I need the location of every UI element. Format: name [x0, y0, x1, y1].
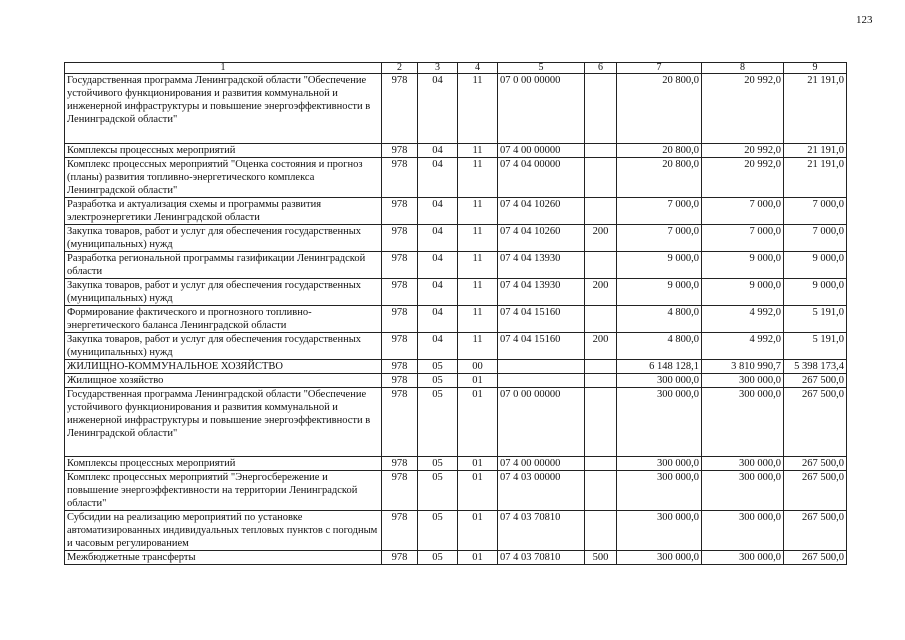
- amount-year2-cell: 20 992,0: [702, 144, 784, 158]
- expense-type-cell: [585, 252, 617, 279]
- section-code-cell: 05: [418, 551, 458, 565]
- amount-year1-cell: 4 800,0: [617, 333, 702, 360]
- ministry-code-cell: 978: [382, 457, 418, 471]
- expense-type-cell: [585, 374, 617, 388]
- section-code-cell: 04: [418, 279, 458, 306]
- expense-type-cell: [585, 360, 617, 374]
- column-header: 3: [418, 63, 458, 74]
- subsection-code-cell: 11: [458, 333, 498, 360]
- table-row: [65, 333, 847, 360]
- section-code-cell: 05: [418, 471, 458, 511]
- expense-type-cell: [585, 388, 617, 457]
- table-row: [65, 374, 847, 388]
- table-row: [65, 252, 847, 279]
- amount-year2-cell: 20 992,0: [702, 158, 784, 198]
- row-name-cell: Межбюджетные трансферты: [65, 551, 382, 565]
- amount-year2-cell: 9 000,0: [702, 279, 784, 306]
- amount-year2-cell: 300 000,0: [702, 457, 784, 471]
- expense-type-cell: [585, 198, 617, 225]
- amount-year1-cell: 7 000,0: [617, 198, 702, 225]
- section-code-cell: 05: [418, 374, 458, 388]
- amount-year1-cell: 4 800,0: [617, 306, 702, 333]
- amount-year2-cell: 300 000,0: [702, 471, 784, 511]
- amount-year2-cell: 4 992,0: [702, 333, 784, 360]
- table-row: [65, 471, 847, 511]
- expense-type-cell: [585, 74, 617, 144]
- amount-year2-cell: 7 000,0: [702, 198, 784, 225]
- target-article-cell: 07 4 03 70810: [498, 551, 585, 565]
- amount-year3-cell: 7 000,0: [784, 198, 847, 225]
- table-row: [65, 360, 847, 374]
- expense-type-cell: [585, 306, 617, 333]
- table-row: [65, 306, 847, 333]
- section-code-cell: 05: [418, 360, 458, 374]
- amount-year1-cell: 300 000,0: [617, 471, 702, 511]
- amount-year3-cell: 267 500,0: [784, 511, 847, 551]
- ministry-code-cell: 978: [382, 388, 418, 457]
- row-name-cell: Формирование фактического и прогнозного топливно-энергетического баланса Ленинградской области: [65, 306, 382, 333]
- target-article-cell: 07 4 04 10260: [498, 198, 585, 225]
- amount-year1-cell: 300 000,0: [617, 511, 702, 551]
- row-name-cell: Разработка региональной программы газификации Ленинградской области: [65, 252, 382, 279]
- row-name-cell: Государственная программа Ленинградской области "Обеспечение устойчивого функционирования и развития коммунальной и инженерной инфраструктуры и повышение энергоэффективности в Ленинградской области": [65, 74, 382, 144]
- target-article-cell: 07 4 04 00000: [498, 158, 585, 198]
- amount-year3-cell: 21 191,0: [784, 74, 847, 144]
- ministry-code-cell: 978: [382, 374, 418, 388]
- amount-year3-cell: 21 191,0: [784, 144, 847, 158]
- row-name-cell: Государственная программа Ленинградской области "Обеспечение устойчивого функционирования и развития коммунальной и инженерной инфраструктуры и повышение энергоэффективности в Ленинградской области": [65, 388, 382, 457]
- row-name-cell: Субсидии на реализацию мероприятий по установке автоматизированных индивидуальных тепловых пунктов с погодным и часовым регулированием: [65, 511, 382, 551]
- amount-year1-cell: 300 000,0: [617, 457, 702, 471]
- table-row: [65, 144, 847, 158]
- subsection-code-cell: 11: [458, 252, 498, 279]
- target-article-cell: 07 0 00 00000: [498, 388, 585, 457]
- table-body: [65, 74, 847, 565]
- expense-type-cell: [585, 457, 617, 471]
- table-row: [65, 198, 847, 225]
- column-header: 4: [458, 63, 498, 74]
- row-name-cell: Закупка товаров, работ и услуг для обеспечения государственных (муниципальных) нужд: [65, 333, 382, 360]
- ministry-code-cell: 978: [382, 511, 418, 551]
- amount-year3-cell: 267 500,0: [784, 457, 847, 471]
- amount-year3-cell: 9 000,0: [784, 252, 847, 279]
- row-name-cell: Жилищное хозяйство: [65, 374, 382, 388]
- subsection-code-cell: 11: [458, 306, 498, 333]
- target-article-cell: 07 0 00 00000: [498, 74, 585, 144]
- ministry-code-cell: 978: [382, 471, 418, 511]
- amount-year2-cell: 300 000,0: [702, 551, 784, 565]
- target-article-cell: 07 4 00 00000: [498, 144, 585, 158]
- subsection-code-cell: 11: [458, 144, 498, 158]
- column-header: 5: [498, 63, 585, 74]
- amount-year3-cell: 5 191,0: [784, 306, 847, 333]
- amount-year2-cell: 3 810 990,7: [702, 360, 784, 374]
- section-code-cell: 04: [418, 252, 458, 279]
- section-code-cell: 05: [418, 511, 458, 551]
- target-article-cell: 07 4 04 10260: [498, 225, 585, 252]
- subsection-code-cell: 01: [458, 551, 498, 565]
- row-name-cell: Закупка товаров, работ и услуг для обеспечения государственных (муниципальных) нужд: [65, 225, 382, 252]
- ministry-code-cell: 978: [382, 360, 418, 374]
- ministry-code-cell: 978: [382, 306, 418, 333]
- expense-type-cell: [585, 144, 617, 158]
- amount-year1-cell: 300 000,0: [617, 388, 702, 457]
- ministry-code-cell: 978: [382, 551, 418, 565]
- table-row: [65, 225, 847, 252]
- amount-year1-cell: 7 000,0: [617, 225, 702, 252]
- amount-year3-cell: 5 398 173,4: [784, 360, 847, 374]
- amount-year2-cell: 9 000,0: [702, 252, 784, 279]
- target-article-cell: 07 4 00 00000: [498, 457, 585, 471]
- ministry-code-cell: 978: [382, 279, 418, 306]
- amount-year2-cell: 300 000,0: [702, 388, 784, 457]
- column-header: 2: [382, 63, 418, 74]
- section-code-cell: 04: [418, 225, 458, 252]
- target-article-cell: 07 4 04 13930: [498, 252, 585, 279]
- row-name-cell: Закупка товаров, работ и услуг для обеспечения государственных (муниципальных) нужд: [65, 279, 382, 306]
- ministry-code-cell: 978: [382, 74, 418, 144]
- amount-year3-cell: 7 000,0: [784, 225, 847, 252]
- ministry-code-cell: 978: [382, 225, 418, 252]
- amount-year3-cell: 21 191,0: [784, 158, 847, 198]
- column-number-row: [65, 63, 847, 74]
- expense-type-cell: [585, 511, 617, 551]
- column-header: 6: [585, 63, 617, 74]
- amount-year1-cell: 6 148 128,1: [617, 360, 702, 374]
- amount-year1-cell: 9 000,0: [617, 252, 702, 279]
- amount-year1-cell: 300 000,0: [617, 374, 702, 388]
- amount-year3-cell: 9 000,0: [784, 279, 847, 306]
- amount-year1-cell: 20 800,0: [617, 144, 702, 158]
- table-row: [65, 74, 847, 144]
- budget-table: [64, 62, 847, 565]
- table-row: [65, 388, 847, 457]
- row-name-cell: Разработка и актуализация схемы и программы развития электроэнергетики Ленинградской области: [65, 198, 382, 225]
- subsection-code-cell: 11: [458, 74, 498, 144]
- amount-year1-cell: 9 000,0: [617, 279, 702, 306]
- subsection-code-cell: 01: [458, 388, 498, 457]
- amount-year3-cell: 267 500,0: [784, 388, 847, 457]
- target-article-cell: [498, 360, 585, 374]
- target-article-cell: 07 4 03 00000: [498, 471, 585, 511]
- section-code-cell: 04: [418, 158, 458, 198]
- row-name-cell: Комплекс процессных мероприятий "Энергосбережение и повышение энергоэффективности на территории Ленинградской области": [65, 471, 382, 511]
- target-article-cell: 07 4 04 15160: [498, 333, 585, 360]
- row-name-cell: Комплексы процессных мероприятий: [65, 144, 382, 158]
- row-name-cell: ЖИЛИЩНО-КОММУНАЛЬНОЕ ХОЗЯЙСТВО: [65, 360, 382, 374]
- table-row: [65, 511, 847, 551]
- table-row: [65, 279, 847, 306]
- section-code-cell: 05: [418, 457, 458, 471]
- amount-year1-cell: 300 000,0: [617, 551, 702, 565]
- subsection-code-cell: 11: [458, 158, 498, 198]
- amount-year2-cell: 300 000,0: [702, 374, 784, 388]
- subsection-code-cell: 00: [458, 360, 498, 374]
- column-header: 9: [784, 63, 847, 74]
- target-article-cell: 07 4 03 70810: [498, 511, 585, 551]
- row-name-cell: Комплексы процессных мероприятий: [65, 457, 382, 471]
- section-code-cell: 04: [418, 74, 458, 144]
- target-article-cell: 07 4 04 13930: [498, 279, 585, 306]
- ministry-code-cell: 978: [382, 198, 418, 225]
- column-header: 8: [702, 63, 784, 74]
- subsection-code-cell: 01: [458, 471, 498, 511]
- ministry-code-cell: 978: [382, 333, 418, 360]
- section-code-cell: 05: [418, 388, 458, 457]
- subsection-code-cell: 11: [458, 198, 498, 225]
- amount-year3-cell: 5 191,0: [784, 333, 847, 360]
- amount-year2-cell: 20 992,0: [702, 74, 784, 144]
- amount-year1-cell: 20 800,0: [617, 158, 702, 198]
- subsection-code-cell: 11: [458, 225, 498, 252]
- ministry-code-cell: 978: [382, 144, 418, 158]
- amount-year3-cell: 267 500,0: [784, 374, 847, 388]
- expense-type-cell: [585, 471, 617, 511]
- page-number: 123: [856, 14, 873, 26]
- expense-type-cell: 200: [585, 225, 617, 252]
- amount-year2-cell: 7 000,0: [702, 225, 784, 252]
- amount-year2-cell: 300 000,0: [702, 511, 784, 551]
- subsection-code-cell: 01: [458, 457, 498, 471]
- expense-type-cell: 500: [585, 551, 617, 565]
- table-row: [65, 457, 847, 471]
- target-article-cell: [498, 374, 585, 388]
- row-name-cell: Комплекс процессных мероприятий "Оценка состояния и прогноз (планы) развития топливно-энергетического комплекса Ленинградской области": [65, 158, 382, 198]
- subsection-code-cell: 01: [458, 374, 498, 388]
- table-row: [65, 551, 847, 565]
- amount-year3-cell: 267 500,0: [784, 551, 847, 565]
- ministry-code-cell: 978: [382, 252, 418, 279]
- subsection-code-cell: 11: [458, 279, 498, 306]
- amount-year3-cell: 267 500,0: [784, 471, 847, 511]
- section-code-cell: 04: [418, 144, 458, 158]
- expense-type-cell: 200: [585, 279, 617, 306]
- column-header: 7: [617, 63, 702, 74]
- amount-year2-cell: 4 992,0: [702, 306, 784, 333]
- ministry-code-cell: 978: [382, 158, 418, 198]
- subsection-code-cell: 01: [458, 511, 498, 551]
- section-code-cell: 04: [418, 306, 458, 333]
- section-code-cell: 04: [418, 198, 458, 225]
- column-header: 1: [65, 63, 382, 74]
- expense-type-cell: 200: [585, 333, 617, 360]
- expense-type-cell: [585, 158, 617, 198]
- section-code-cell: 04: [418, 333, 458, 360]
- target-article-cell: 07 4 04 15160: [498, 306, 585, 333]
- table-row: [65, 158, 847, 198]
- amount-year1-cell: 20 800,0: [617, 74, 702, 144]
